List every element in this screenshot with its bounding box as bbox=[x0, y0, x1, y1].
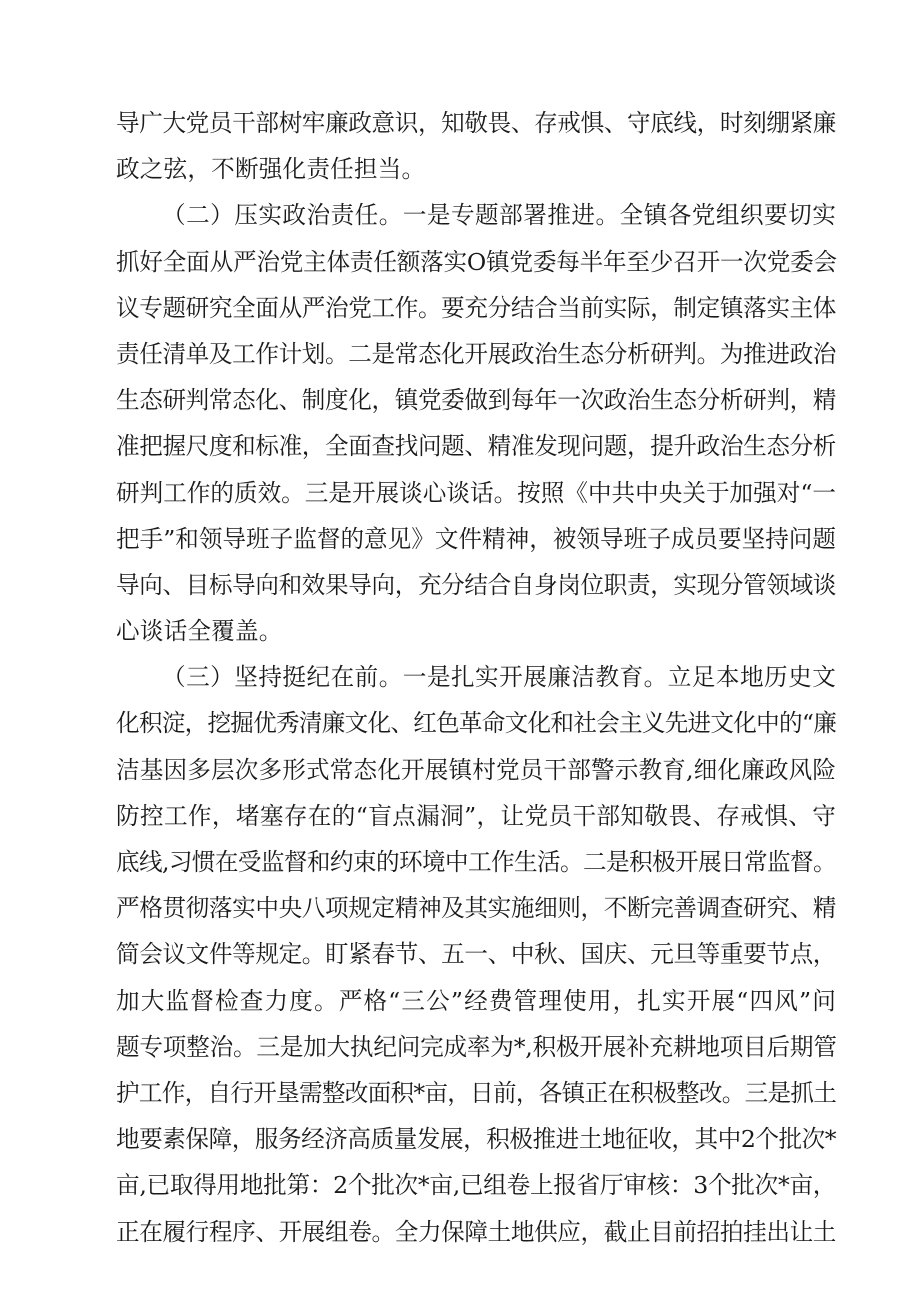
paragraph-line: 地要素保障，服务经济高质量发展，积极推进土地征收，其中2个批次* bbox=[116, 1125, 836, 1154]
paragraph-line: 生态研判常态化、制度化，镇党委做到每年一次政治生态分析研判，精 bbox=[116, 386, 836, 415]
paragraph-line: 准把握尺度和标准，全面查找问题、精准发现问题，提升政治生态分析 bbox=[116, 432, 836, 461]
paragraph-line: 议专题研究全面从严治党工作。要充分结合当前实际，制定镇落实主体 bbox=[116, 293, 836, 322]
paragraph-line: 心谈话全覆盖。 bbox=[116, 617, 283, 646]
paragraph-line: （三）坚持挺纪在前。一是扎实开展廉洁教育。立足本地历史文 bbox=[162, 663, 836, 692]
document-body bbox=[116, 100, 836, 1255]
paragraph-line: 政之弦，不断强化责任担当。 bbox=[116, 155, 426, 184]
paragraph-line: 导向、目标导向和效果导向，充分结合自身岗位职责，实现分管领域谈 bbox=[116, 570, 836, 599]
paragraph-line: 底线,习惯在受监督和约束的环境中工作生活。二是积极开展日常监督。 bbox=[116, 848, 836, 876]
paragraph-line: 正在履行程序、开展组卷。全力保障土地供应，截止目前招拍挂出让土 bbox=[116, 1217, 836, 1246]
paragraph-line: 护工作，自行开垦需整改面积*亩，日前，各镇正在积极整改。三是抓土 bbox=[116, 1078, 836, 1107]
paragraph-line: 洁基因多层次多形式常态化开展镇村党员干部警示教育,细化廉政风险 bbox=[116, 755, 836, 784]
paragraph-line: （二）压实政治责任。一是专题部署推进。全镇各党组织要切实 bbox=[162, 201, 836, 230]
paragraph-line: 把手”和领导班子监督的意见》文件精神，被领导班子成员要坚持问题 bbox=[116, 524, 836, 553]
paragraph-line: 加大监督检查力度。严格“三公”经费管理使用，扎实开展“四风”问 bbox=[116, 986, 836, 1015]
paragraph-line: 亩,已取得用地批第：2个批次*亩,已组卷上报省厅审核：3个批次*亩， bbox=[116, 1171, 836, 1200]
paragraph-line: 严格贯彻落实中央八项规定精神及其实施细则，不断完善调查研究、精 bbox=[116, 894, 836, 923]
paragraph-line: 责任清单及工作计划。二是常态化开展政治生态分析研判。为推进政治 bbox=[116, 339, 836, 368]
paragraph-line: 简会议文件等规定。盯紧春节、五一、中秋、国庆、元旦等重要节点， bbox=[116, 940, 836, 969]
paragraph-line: 导广大党员干部树牢廉政意识，知敬畏、存戒惧、守底线，时刻绷紧廉 bbox=[116, 109, 836, 137]
paragraph-line: 题专项整治。三是加大执纪问完成率为*,积极开展补充耕地项目后期管 bbox=[116, 1032, 837, 1061]
paragraph-line: 防控工作，堵塞存在的“盲点漏洞”，让党员干部知敬畏、存戒惧、守 bbox=[116, 801, 836, 830]
paragraph-line: 研判工作的质效。三是开展谈心谈话。按照《中共中央关于加强对“一 bbox=[116, 478, 836, 507]
paragraph-line: 抓好全面从严治党主体责任额落实O镇党委每半年至少召开一次党委会 bbox=[116, 247, 837, 276]
paragraph-line: 化积淀，挖掘优秀清廉文化、红色革命文化和社会主义先进文化中的“廉 bbox=[116, 709, 836, 738]
